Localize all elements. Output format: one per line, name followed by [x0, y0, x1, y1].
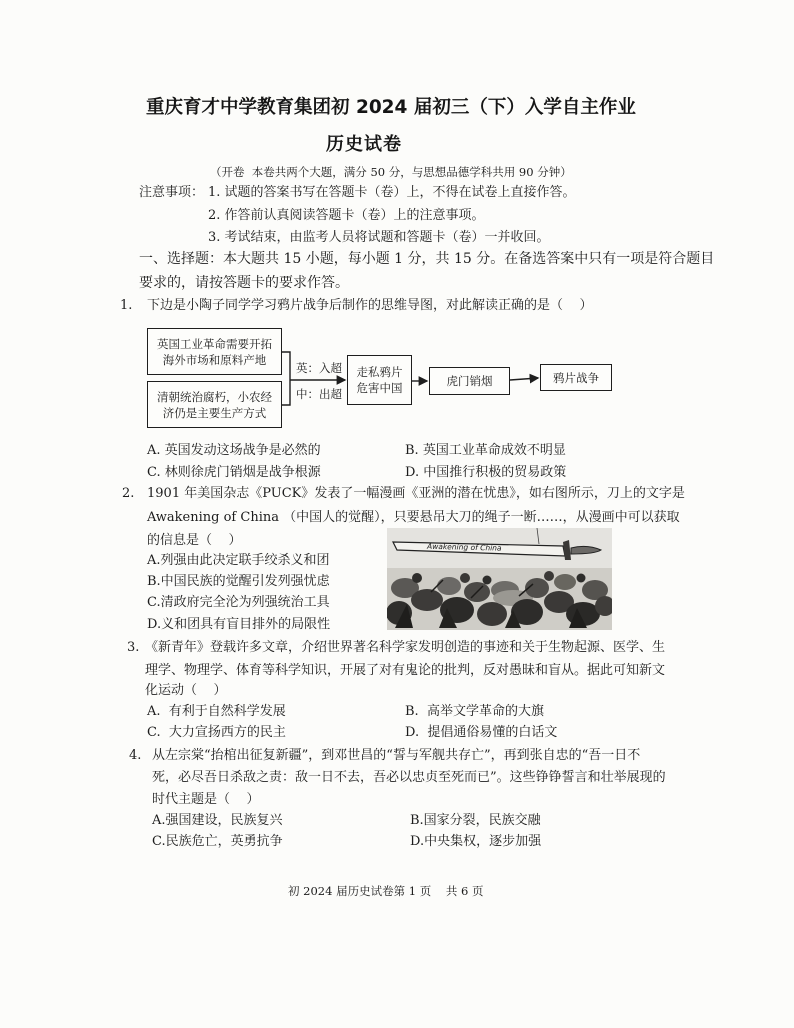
mind-map-text: 鸦片战争: [553, 370, 599, 385]
mind-map-trade-britain: 英：入超: [296, 361, 342, 375]
question-number: 2.: [122, 486, 135, 501]
mind-map-step-war: [540, 364, 612, 391]
section-heading-cont: 要求的，请按答题卡的要求作答。: [139, 275, 349, 291]
option-b: B.国家分裂，民族交融: [410, 813, 541, 828]
option-d: D.中央集权，逐步加强: [410, 834, 542, 849]
question-stem: 时代主题是（ ）: [152, 792, 260, 807]
option-a: A.列强由此决定联手绞杀义和团: [147, 553, 330, 568]
mind-map-text: 虎门销烟: [446, 374, 493, 388]
option-b: B. 高举文学革命的大旗: [405, 704, 544, 719]
option-c: C. 大力宣扬西方的民主: [147, 725, 286, 740]
option-a: A. 英国发动这场战争是必然的: [147, 443, 321, 458]
mind-map-arrow: [510, 378, 538, 380]
subject-title: 历史试卷: [326, 134, 402, 155]
mind-map-text: 危害中国: [356, 381, 403, 395]
question-stem: 《新青年》登载许多文章，介绍世界著名科学家发明创造的事迹和关于生物起源、医学、生: [145, 640, 666, 655]
question-stem: 下边是小陶子同学学习鸦片战争后制作的思维导图，对此解读正确的是（ ）: [147, 298, 593, 313]
question-stem: 的信息是（ ）: [147, 533, 242, 548]
question-stem: Awakening of China （中国人的觉醒），只要悬吊大刀的绳子一断……，从漫画中可以获取: [147, 510, 680, 525]
page-footer: 初 2024 届历史试卷第 1 页 共 6 页: [288, 884, 484, 898]
mind-map-bracket: [282, 352, 290, 405]
option-a: A. 有利于自然科学发展: [147, 704, 286, 719]
question-number: 1.: [120, 298, 133, 313]
option-d: D. 中国推行积极的贸易政策: [405, 465, 567, 480]
exam-title: 重庆育才中学教育集团初 2024 届初三（下）入学自主作业: [146, 97, 636, 118]
mind-map-step-humen: [429, 367, 510, 395]
cartoon-sword-text: Awakening of China: [426, 541, 502, 553]
mind-map-text: 海外市场和原料产地: [162, 352, 267, 367]
option-c: C.民族危亡，英勇抗争: [152, 834, 283, 849]
mind-map-text: 走私鸦片: [356, 365, 403, 379]
instruction-item: 1. 试题的答案书写在答题卡（卷）上，不得在试卷上直接作答。: [208, 185, 576, 200]
exam-note: （开卷 本卷共两个大题，满分 50 分，与思想品德学科共用 90 分钟）: [210, 165, 572, 179]
question-number: 3.: [127, 640, 140, 655]
mind-map-text: 济仍是主要生产方式: [162, 405, 267, 420]
option-b: B.中国民族的觉醒引发列强忧虑: [147, 574, 330, 589]
mind-map-text: 清朝统治腐朽，小农经: [157, 389, 272, 404]
option-d: D.义和团具有盲目排外的局限性: [147, 617, 331, 632]
instruction-item: 3. 考试结束，由监考人员将试题和答题卡（卷）一并收回。: [208, 230, 550, 245]
instructions-label: 注意事项：: [139, 185, 205, 200]
mind-map-trade-china: 中：出超: [296, 387, 342, 401]
option-c: C. 林则徐虎门销烟是战争根源: [147, 465, 321, 480]
mind-map-cause-china: [147, 381, 282, 428]
question-stem: 化运动（ ）: [145, 683, 227, 698]
section-heading: 一、选择题：本大题共 15 小题，每小题 1 分，共 15 分。在备选答案中只有一项是符合题目: [139, 251, 715, 267]
cartoon-image: [387, 528, 612, 630]
option-d: D. 提倡通俗易懂的白话文: [405, 725, 558, 740]
option-b: B. 英国工业革命成效不明显: [405, 443, 566, 458]
question-stem: 死，必尽吾日杀敌之责：敌一日不去，吾必以忠贞至死而已”。这些铮铮誓言和壮举展现的: [152, 770, 666, 785]
mind-map-text: 英国工业革命需要开拓: [157, 336, 272, 351]
option-c: C.清政府完全沦为列强统治工具: [147, 595, 330, 610]
instruction-item: 2. 作答前认真阅读答题卡（卷）上的注意事项。: [208, 208, 485, 223]
question-number: 4.: [129, 748, 142, 763]
question-stem: 从左宗棠“抬棺出征复新疆”，到邓世昌的“誓与军舰共存亡”，再到张自忠的“吾一日不: [152, 748, 641, 763]
option-a: A.强国建设，民族复兴: [152, 813, 283, 828]
question-stem: 理学、物理学、体育等科学知识，开展了对有鬼论的批判，反对愚昧和盲从。据此可知新文: [145, 663, 666, 678]
mind-map-cause-britain: [147, 328, 282, 375]
mind-map-step-smuggling: [347, 355, 412, 405]
question-stem: 1901 年美国杂志《PUCK》发表了一幅漫画《亚洲的潜在忧患》，如右图所示，刀上的文字是: [147, 486, 685, 501]
